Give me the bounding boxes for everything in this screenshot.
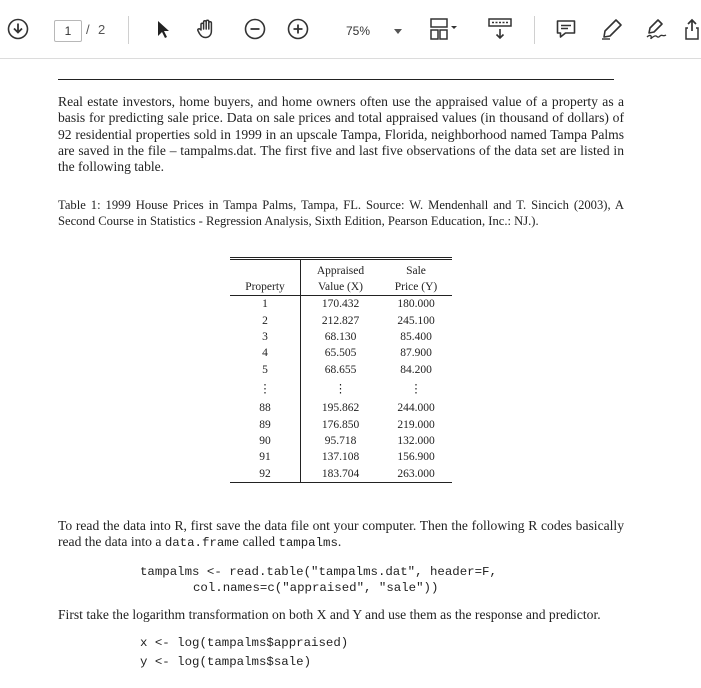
table-cell: 183.704: [321, 467, 360, 480]
page-number-input[interactable]: 1: [54, 20, 82, 42]
table-cell: 65.505: [324, 347, 357, 360]
table-row: [230, 433, 452, 449]
zoom-out-icon[interactable]: [244, 18, 266, 40]
table-cell: 2: [230, 312, 301, 328]
table-cell: 68.655: [324, 363, 357, 376]
table-header-row: [230, 279, 452, 296]
table-cell: 88: [230, 400, 301, 416]
page-view-icon[interactable]: [429, 17, 459, 41]
table-row: [230, 296, 452, 313]
table-cell: 212.827: [321, 314, 360, 327]
text-run: .: [337, 534, 342, 550]
table-header-cell: Price (Y): [380, 279, 452, 296]
table-row: [230, 449, 452, 465]
table-cell: 91: [230, 449, 301, 465]
table-cell: 170.432: [321, 298, 360, 311]
hand-tool-icon[interactable]: [195, 17, 219, 41]
table-cell: 156.900: [397, 451, 435, 464]
instructions-paragraph: [58, 518, 624, 552]
table-caption: Table 1: 1999 House Prices in Tampa Palms, Tampa, FL. Source: W. Mendenhall and T. Sincich (2003), A Second Course in Statistics - Regression Analysis, Sixth Edition, Pearson Education, Inc.: NJ.).: [58, 198, 624, 228]
select-pointer-icon[interactable]: [155, 19, 171, 39]
table-cell: 85.400: [400, 330, 432, 343]
comment-icon[interactable]: [555, 18, 577, 40]
table-cell: 244.000: [397, 402, 435, 415]
scroll-mode-icon[interactable]: [487, 17, 513, 41]
table-header-cell: Sale: [406, 265, 426, 277]
table-row: [230, 416, 452, 432]
transform-paragraph: First take the logarithm transformation on both X and Y and use them as the response and predictor.: [58, 607, 601, 622]
table-header-row: [230, 259, 452, 280]
table-header-cell: [230, 259, 301, 280]
table-header-cell: Value (X): [301, 279, 381, 296]
table-cell: 89: [230, 416, 301, 432]
page-navigator: [48, 18, 112, 44]
table-cell: 1: [230, 296, 301, 313]
table-cell: 180.000: [397, 298, 435, 311]
table-cell: 84.200: [400, 363, 432, 376]
toolbar-divider: [128, 16, 129, 44]
code-line: col.names=c("appraised", "sale")): [193, 581, 439, 595]
zoom-value: 75%: [346, 24, 371, 38]
table-row: [230, 466, 452, 483]
table-row: [230, 362, 452, 378]
table-cell: 219.000: [397, 418, 435, 431]
table-cell: ⋮: [230, 378, 301, 400]
table-cell: 5: [230, 362, 301, 378]
table-row: [230, 345, 452, 361]
table-header-cell: Appraised: [316, 265, 365, 277]
table-cell: 195.862: [321, 402, 360, 415]
table-row: [230, 400, 452, 416]
table-cell: 263.000: [397, 467, 435, 480]
table-row: [230, 329, 452, 345]
table-cell: 132.000: [397, 434, 435, 447]
highlight-pen-icon[interactable]: [600, 17, 624, 41]
table-cell: 4: [230, 345, 301, 361]
pdf-toolbar: [0, 0, 701, 59]
table-cell: 95.718: [324, 434, 357, 447]
inline-code: data.frame: [164, 536, 240, 551]
code-line: x <- log(tampalms$appraised): [140, 636, 349, 650]
chevron-down-icon: [394, 29, 402, 34]
house-price-table: [230, 257, 452, 483]
text-run: called: [239, 534, 279, 550]
zoom-dropdown[interactable]: [334, 18, 412, 44]
share-icon[interactable]: [684, 17, 700, 41]
zoom-in-icon[interactable]: [287, 18, 309, 40]
page-total: 2: [98, 22, 106, 37]
table-cell: 68.130: [324, 330, 357, 343]
table-cell: 92: [230, 466, 301, 483]
code-line: tampalms <- read.table("tampalms.dat", header=F,: [140, 565, 497, 579]
page-separator: /: [86, 22, 90, 37]
download-icon[interactable]: [7, 18, 29, 40]
table-cell: 245.100: [397, 314, 435, 327]
table-cell: 87.900: [400, 347, 432, 360]
table-cell: ⋮: [334, 382, 347, 395]
header-rule: [58, 79, 614, 80]
table-row: [230, 312, 452, 328]
table-cell: 176.850: [321, 418, 360, 431]
table-cell: 90: [230, 433, 301, 449]
sign-icon[interactable]: [644, 17, 670, 41]
toolbar-divider: [534, 16, 535, 44]
inline-code: tampalms: [278, 536, 338, 551]
code-line: y <- log(tampalms$sale): [140, 655, 312, 669]
table-cell: 137.108: [321, 451, 360, 464]
table-cell: 3: [230, 329, 301, 345]
intro-paragraph: Real estate investors, home buyers, and home owners often use the appraised value of a property as a basis for predicting sale price. Data on sale prices and total appraised values (in thousand of dollars) of 92 residential properties sold in 1999 in an upscale Tampa, Florida, neighborhood named Tampa Palms are saved in the file – tampalms.dat. The first five and last five observations of the data set are listed in the following table.: [58, 94, 624, 175]
table-header-cell: Property: [230, 279, 301, 296]
text-run: To read the data into R, first save the data file ont your computer. Then the following R codes basically read the data into a: [58, 518, 624, 550]
table-ellipsis-row: [230, 378, 452, 400]
table-cell: ⋮: [410, 382, 422, 395]
